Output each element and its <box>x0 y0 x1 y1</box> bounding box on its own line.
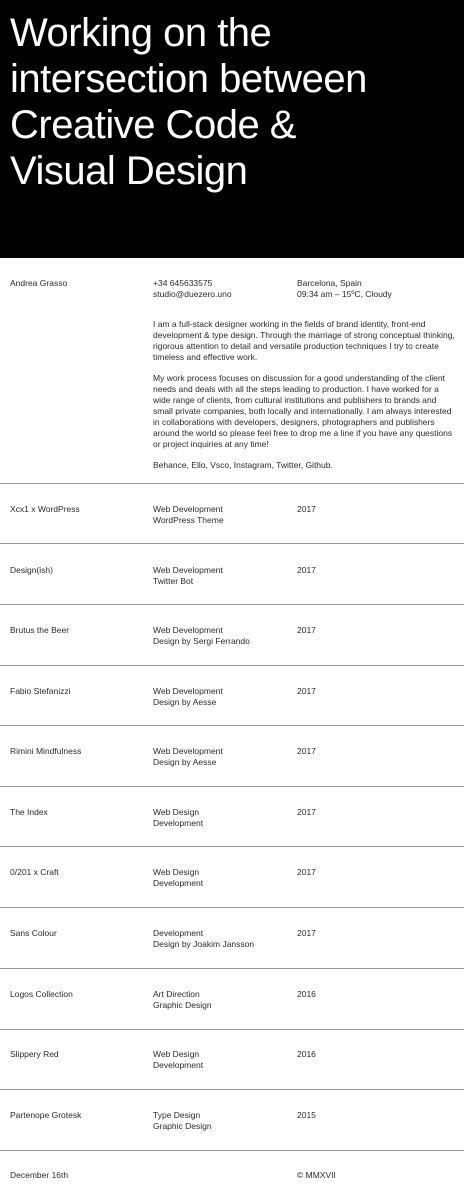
divider <box>0 665 464 666</box>
project-role-secondary: Graphic Design <box>153 1000 212 1010</box>
project-role-primary: Art Direction <box>153 989 200 999</box>
project-name: Partenope Grotesk <box>10 1110 82 1120</box>
project-row[interactable] <box>0 625 464 685</box>
project-role-secondary: Design by Aesse <box>153 697 217 707</box>
time-weather-text: 09:34 am – 15ºC, Cloudy <box>297 289 392 299</box>
project-roles <box>153 928 254 950</box>
divider <box>0 604 464 605</box>
bio-paragraph-2: My work process focuses on discussion for a good understanding of the client needs and deals with all the steps leading to production. I have worked for a wide range of clients, from cultural institutions and publishers to brands and small private companies, both locally and internationally. I am always interested in collaborations with developers, designers, photographers and publishers around the world so please feel free to drop me a line if you have any questions or project inquiries at any time! <box>153 373 453 449</box>
project-name: Fabio Stefanizzi <box>10 686 71 696</box>
project-role-primary: Web Design <box>153 867 200 877</box>
divider <box>0 907 464 908</box>
project-name: Sans Colour <box>10 928 57 938</box>
project-role-primary: Web Design <box>153 1049 200 1059</box>
project-year: 2017 <box>297 625 316 635</box>
designer-name: Andrea Grasso <box>10 278 68 288</box>
project-name: Rimini Mindfulness <box>10 746 82 756</box>
project-role-secondary: Development <box>153 818 204 828</box>
project-row[interactable] <box>0 1110 464 1170</box>
project-year: 2015 <box>297 1110 316 1120</box>
project-roles <box>153 1049 203 1071</box>
project-row[interactable] <box>0 807 464 867</box>
project-year: 2016 <box>297 1049 316 1059</box>
location-text: Barcelona, Spain <box>297 278 362 288</box>
project-roles <box>153 867 203 889</box>
contact-details <box>153 278 232 300</box>
project-year: 2017 <box>297 807 316 817</box>
project-role-secondary: Twitter Bot <box>153 576 194 586</box>
divider <box>0 1089 464 1090</box>
hero-title <box>10 10 460 194</box>
hero-title-line-2: intersection between <box>10 57 367 101</box>
project-name: Logos Collection <box>10 989 73 999</box>
project-row[interactable] <box>0 504 464 564</box>
project-role-primary: Type Design <box>153 1110 201 1120</box>
hero-title-line-1: Working on the <box>10 11 272 55</box>
project-name: Xcx1 x WordPress <box>10 504 80 514</box>
project-role-primary: Web Development <box>153 746 223 756</box>
project-role-secondary: Development <box>153 1060 204 1070</box>
project-role-primary: Web Design <box>153 807 200 817</box>
project-name: Slippery Red <box>10 1049 59 1059</box>
project-role-primary: Web Development <box>153 504 223 514</box>
project-year: 2017 <box>297 867 316 877</box>
project-roles <box>153 807 203 829</box>
project-role-primary: Web Development <box>153 565 223 575</box>
project-row[interactable] <box>0 746 464 806</box>
project-row[interactable] <box>0 989 464 1049</box>
divider <box>0 846 464 847</box>
project-role-secondary: Design by Aesse <box>153 757 217 767</box>
project-roles <box>153 504 224 526</box>
divider <box>0 1150 464 1151</box>
project-row[interactable] <box>0 565 464 625</box>
divider <box>0 1029 464 1030</box>
project-roles <box>153 686 223 708</box>
divider <box>0 968 464 969</box>
project-role-primary: Web Development <box>153 625 223 635</box>
project-roles <box>153 746 223 768</box>
project-year: 2017 <box>297 565 316 575</box>
project-year: 2017 <box>297 746 316 756</box>
email-link[interactable]: studio@duezero.uno <box>153 289 232 299</box>
project-role-primary: Development <box>153 928 204 938</box>
hero-banner <box>0 0 464 258</box>
project-roles <box>153 625 250 647</box>
location-details <box>297 278 392 300</box>
project-row[interactable] <box>0 867 464 927</box>
hero-title-line-3: Creative Code & <box>10 103 296 147</box>
project-name: The Index <box>10 807 48 817</box>
divider <box>0 483 464 484</box>
project-row[interactable] <box>0 1049 464 1109</box>
footer-copyright: © MMXVII <box>297 1170 336 1180</box>
project-name: 0/201 x Craft <box>10 867 59 877</box>
divider <box>0 725 464 726</box>
bio-paragraph-1: I am a full-stack designer working in the fields of brand identity, front-end development & type design. Through the marriage of strong conceptual thinking, rigorous attention to detail and versatile production techniques I try to create timeless and effective work. <box>153 319 455 362</box>
project-year: 2017 <box>297 504 316 514</box>
phone-link[interactable]: +34 645633575 <box>153 278 213 288</box>
social-links[interactable]: Behance, Ello, Vsco, Instagram, Twitter, Github. <box>153 460 333 470</box>
project-year: 2016 <box>297 989 316 999</box>
project-role-secondary: Graphic Design <box>153 1121 212 1131</box>
project-year: 2017 <box>297 928 316 938</box>
project-name: Brutus the Beer <box>10 625 70 635</box>
hero-title-line-4: Visual Design <box>10 149 248 193</box>
divider <box>0 786 464 787</box>
project-roles <box>153 1110 212 1132</box>
project-role-secondary: WordPress Theme <box>153 515 224 525</box>
project-year: 2017 <box>297 686 316 696</box>
project-name: Design(ish) <box>10 565 53 575</box>
project-role-secondary: Design by Joakim Jansson <box>153 939 255 949</box>
project-roles <box>153 989 212 1011</box>
divider <box>0 543 464 544</box>
project-role-secondary: Development <box>153 878 204 888</box>
project-role-primary: Web Development <box>153 686 223 696</box>
project-role-secondary: Design by Sergi Ferrando <box>153 636 250 646</box>
project-roles <box>153 565 223 587</box>
bio <box>153 319 455 481</box>
footer-date: December 16th <box>10 1170 69 1180</box>
project-row[interactable] <box>0 928 464 988</box>
project-row[interactable] <box>0 686 464 746</box>
